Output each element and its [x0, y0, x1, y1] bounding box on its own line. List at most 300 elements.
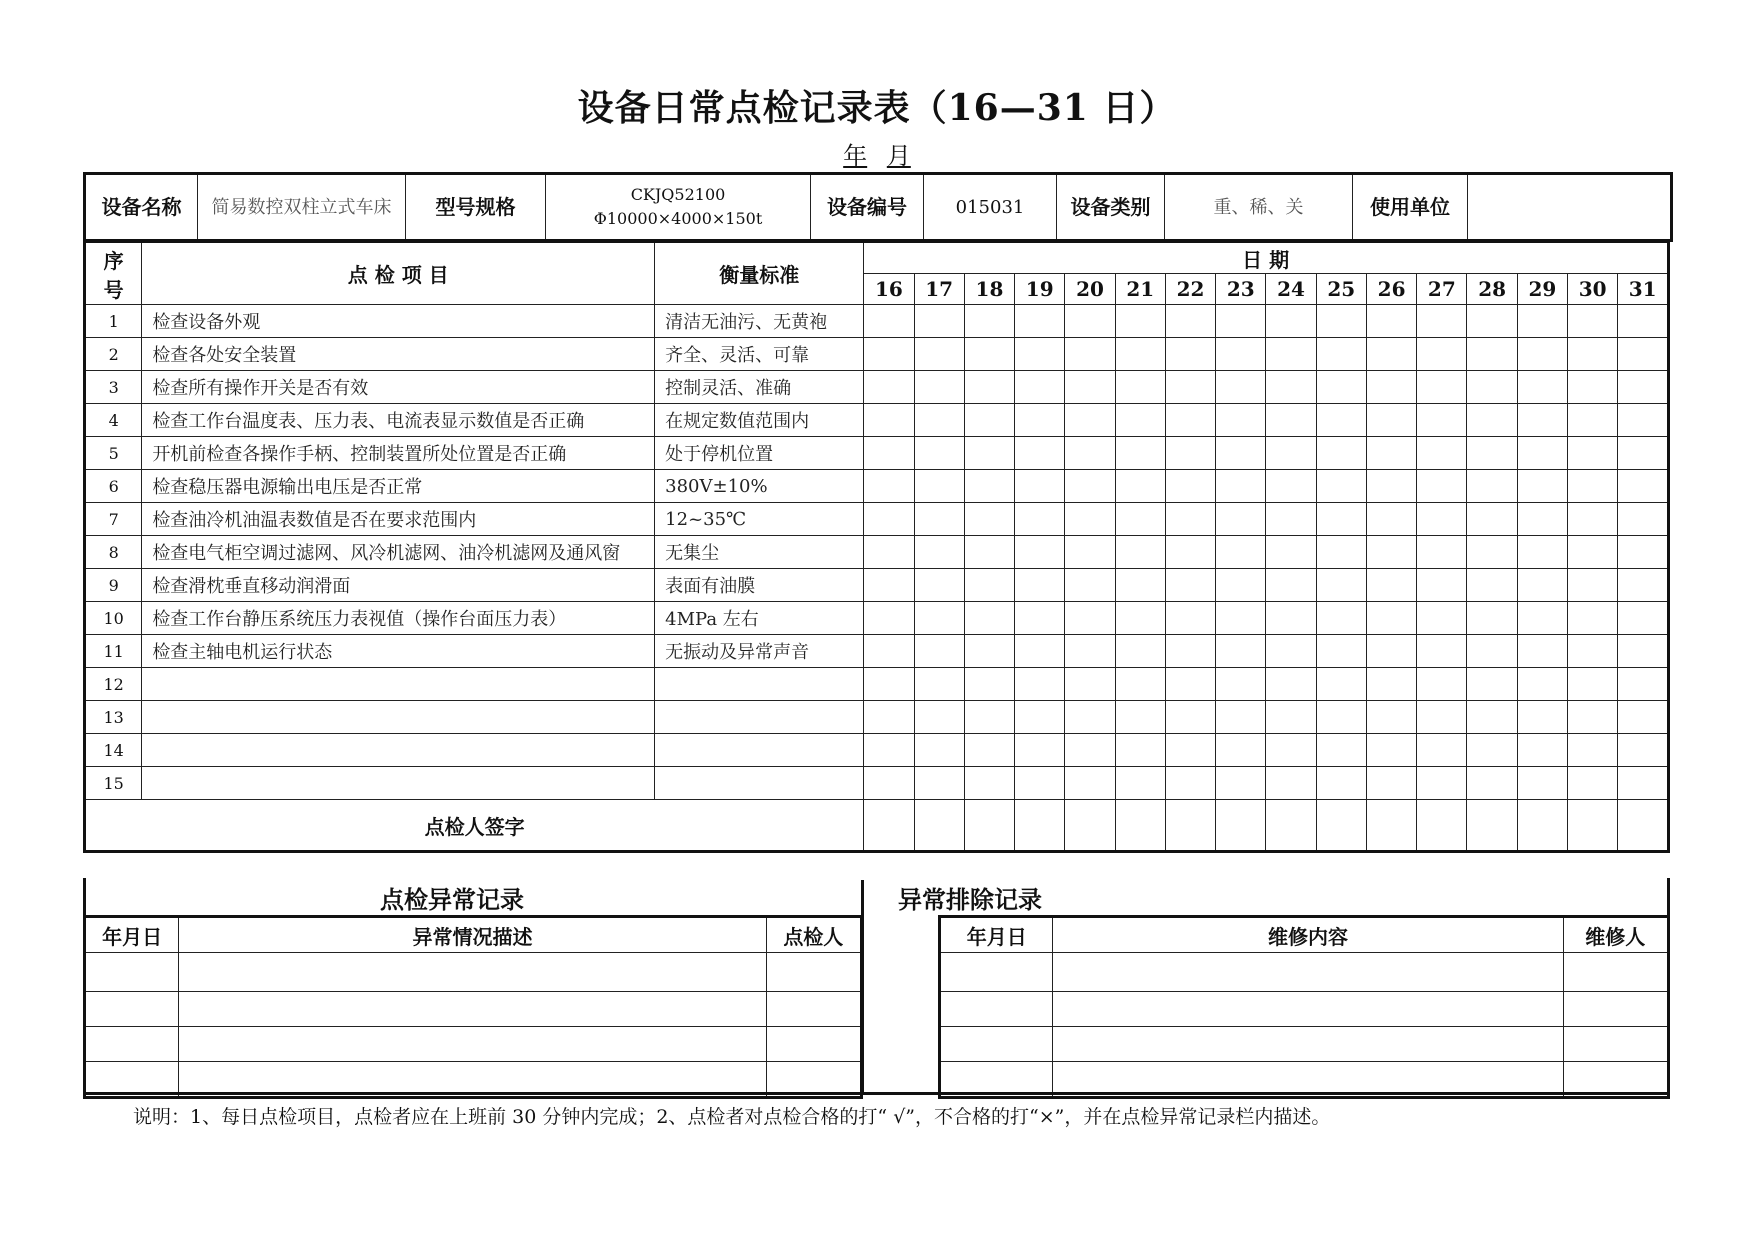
check-cell[interactable]: [1618, 338, 1669, 371]
row-number: 3: [85, 371, 142, 404]
inspection-item: [142, 767, 655, 800]
check-cell[interactable]: [1417, 536, 1467, 569]
check-cell[interactable]: [1316, 503, 1366, 536]
check-cell[interactable]: [964, 338, 1014, 371]
check-cell[interactable]: [1065, 470, 1115, 503]
check-cell[interactable]: [1216, 305, 1266, 338]
abnormal-desc-cell[interactable]: [179, 953, 766, 992]
check-cell[interactable]: [1517, 470, 1567, 503]
check-cell[interactable]: [1266, 503, 1316, 536]
repair-date-cell[interactable]: [940, 992, 1053, 1027]
check-cell[interactable]: [1266, 635, 1316, 668]
table-row: [85, 338, 1669, 371]
check-cell[interactable]: [1065, 371, 1115, 404]
check-cell[interactable]: [1618, 734, 1669, 767]
check-cell[interactable]: [1417, 635, 1467, 668]
check-cell[interactable]: [964, 437, 1014, 470]
check-cell[interactable]: [1467, 437, 1517, 470]
check-cell[interactable]: [1568, 536, 1618, 569]
check-cell[interactable]: [1065, 503, 1115, 536]
repair-date-cell[interactable]: [940, 1027, 1053, 1062]
check-cell[interactable]: [1065, 338, 1115, 371]
check-cell[interactable]: [1216, 503, 1266, 536]
check-cell[interactable]: [1216, 734, 1266, 767]
abnormal-record-title: 点检异常记录: [380, 885, 524, 914]
check-cell[interactable]: [1417, 668, 1467, 701]
check-cell[interactable]: [1266, 437, 1316, 470]
check-cell[interactable]: [864, 305, 914, 338]
inspection-standard: [655, 767, 864, 800]
check-cell[interactable]: [914, 701, 964, 734]
check-cell[interactable]: [1216, 701, 1266, 734]
check-cell[interactable]: [1568, 338, 1618, 371]
check-cell[interactable]: [1417, 404, 1467, 437]
check-cell[interactable]: [964, 470, 1014, 503]
signature-cell[interactable]: [1266, 800, 1316, 852]
check-cell[interactable]: [964, 536, 1014, 569]
check-cell[interactable]: [1015, 668, 1065, 701]
signature-cell[interactable]: [1618, 800, 1669, 852]
check-cell[interactable]: [1065, 701, 1115, 734]
check-cell[interactable]: [1366, 602, 1416, 635]
check-cell[interactable]: [1366, 569, 1416, 602]
check-cell[interactable]: [914, 602, 964, 635]
check-cell[interactable]: [1216, 404, 1266, 437]
check-cell[interactable]: [1417, 503, 1467, 536]
check-cell[interactable]: [1316, 767, 1366, 800]
signature-cell[interactable]: [1417, 800, 1467, 852]
check-cell[interactable]: [864, 767, 914, 800]
day-header: 22: [1165, 274, 1215, 305]
check-cell[interactable]: [1316, 734, 1366, 767]
check-cell[interactable]: [1216, 536, 1266, 569]
check-cell[interactable]: [1618, 470, 1669, 503]
check-cell[interactable]: [1517, 536, 1567, 569]
check-cell[interactable]: [1165, 470, 1215, 503]
check-cell[interactable]: [1366, 734, 1416, 767]
check-cell[interactable]: [1618, 767, 1669, 800]
check-cell[interactable]: [1517, 668, 1567, 701]
check-cell[interactable]: [1115, 404, 1165, 437]
check-cell[interactable]: [1216, 371, 1266, 404]
check-cell[interactable]: [1618, 404, 1669, 437]
check-cell[interactable]: [914, 668, 964, 701]
check-cell[interactable]: [964, 371, 1014, 404]
check-cell[interactable]: [1216, 338, 1266, 371]
abnormal-person-cell[interactable]: [766, 1027, 861, 1062]
check-cell[interactable]: [1618, 569, 1669, 602]
check-cell[interactable]: [1417, 371, 1467, 404]
signature-cell[interactable]: [1065, 800, 1115, 852]
signature-label: 点检人签字: [85, 800, 864, 852]
check-cell[interactable]: [1015, 305, 1065, 338]
abnormal-person-cell[interactable]: [766, 953, 861, 992]
check-cell[interactable]: [1015, 338, 1065, 371]
check-cell[interactable]: [1216, 635, 1266, 668]
check-cell[interactable]: [1216, 767, 1266, 800]
check-cell[interactable]: [1316, 668, 1366, 701]
repair-person-header: 维修人: [1563, 917, 1668, 953]
signature-cell[interactable]: [964, 800, 1014, 852]
abnormal-date-cell[interactable]: [85, 992, 179, 1027]
check-cell[interactable]: [1618, 371, 1669, 404]
model-value-line-2: Φ10000×4000×150t: [593, 209, 763, 228]
check-cell[interactable]: [1266, 668, 1316, 701]
check-cell[interactable]: [1618, 701, 1669, 734]
check-cell[interactable]: [1115, 437, 1165, 470]
check-cell[interactable]: [1015, 767, 1065, 800]
check-cell[interactable]: [1517, 437, 1567, 470]
signature-cell[interactable]: [1015, 800, 1065, 852]
check-cell[interactable]: [1065, 668, 1115, 701]
row-number: 1: [85, 305, 142, 338]
check-cell[interactable]: [1417, 701, 1467, 734]
check-cell[interactable]: [864, 437, 914, 470]
check-cell[interactable]: [1366, 503, 1416, 536]
check-cell[interactable]: [1467, 668, 1517, 701]
check-cell[interactable]: [1065, 536, 1115, 569]
repair-date-cell[interactable]: [940, 953, 1053, 992]
signature-cell[interactable]: [1517, 800, 1567, 852]
signature-cell[interactable]: [1165, 800, 1215, 852]
signature-cell[interactable]: [864, 800, 914, 852]
check-cell[interactable]: [1366, 305, 1416, 338]
check-cell[interactable]: [914, 371, 964, 404]
check-cell[interactable]: [964, 635, 1014, 668]
check-cell[interactable]: [1517, 404, 1567, 437]
check-cell[interactable]: [1316, 437, 1366, 470]
repair-record-title: 异常排除记录: [898, 885, 1042, 914]
check-cell[interactable]: [1266, 701, 1316, 734]
check-cell[interactable]: [1216, 569, 1266, 602]
inspection-item: 检查滑枕垂直移动润滑面: [142, 569, 655, 602]
check-cell[interactable]: [1165, 668, 1215, 701]
check-cell[interactable]: [914, 569, 964, 602]
check-cell[interactable]: [1467, 305, 1517, 338]
check-cell[interactable]: [1115, 701, 1165, 734]
check-cell[interactable]: [1618, 536, 1669, 569]
check-cell[interactable]: [1517, 338, 1567, 371]
check-cell[interactable]: [1115, 371, 1165, 404]
check-cell[interactable]: [1618, 305, 1669, 338]
check-cell[interactable]: [1467, 602, 1517, 635]
check-cell[interactable]: [1115, 767, 1165, 800]
check-cell[interactable]: [1568, 767, 1618, 800]
check-cell[interactable]: [864, 338, 914, 371]
signature-cell[interactable]: [1467, 800, 1517, 852]
check-cell[interactable]: [864, 503, 914, 536]
check-cell[interactable]: [1316, 338, 1366, 371]
check-cell[interactable]: [1417, 767, 1467, 800]
check-cell[interactable]: [1417, 569, 1467, 602]
check-cell[interactable]: [1467, 338, 1517, 371]
check-cell[interactable]: [1015, 404, 1065, 437]
table-row: [85, 767, 1669, 800]
check-cell[interactable]: [1618, 437, 1669, 470]
check-cell[interactable]: [964, 602, 1014, 635]
check-cell[interactable]: [1467, 404, 1517, 437]
check-cell[interactable]: [1366, 767, 1416, 800]
abnormal-date-cell[interactable]: [85, 953, 179, 992]
check-cell[interactable]: [1316, 602, 1366, 635]
check-cell[interactable]: [1065, 305, 1115, 338]
check-cell[interactable]: [1316, 470, 1366, 503]
check-cell[interactable]: [1266, 338, 1316, 371]
check-cell[interactable]: [1568, 371, 1618, 404]
check-cell[interactable]: [914, 536, 964, 569]
check-cell[interactable]: [1417, 602, 1467, 635]
check-cell[interactable]: [964, 503, 1014, 536]
check-cell[interactable]: [1065, 569, 1115, 602]
check-cell[interactable]: [1065, 734, 1115, 767]
check-cell[interactable]: [1015, 503, 1065, 536]
repair-content-cell[interactable]: [1053, 992, 1563, 1027]
check-cell[interactable]: [964, 404, 1014, 437]
row-number: 8: [85, 536, 142, 569]
check-cell[interactable]: [1015, 470, 1065, 503]
check-cell[interactable]: [864, 371, 914, 404]
repair-content-cell[interactable]: [1053, 1027, 1563, 1062]
check-cell[interactable]: [1115, 569, 1165, 602]
check-cell[interactable]: [1316, 404, 1366, 437]
check-cell[interactable]: [1165, 635, 1215, 668]
row-number: 4: [85, 404, 142, 437]
check-cell[interactable]: [1216, 437, 1266, 470]
repair-person-cell[interactable]: [1563, 953, 1668, 992]
check-cell[interactable]: [1115, 305, 1165, 338]
check-cell[interactable]: [1266, 734, 1316, 767]
check-cell[interactable]: [1065, 767, 1115, 800]
check-cell[interactable]: [1568, 602, 1618, 635]
check-cell[interactable]: [864, 602, 914, 635]
check-cell[interactable]: [1517, 305, 1567, 338]
check-cell[interactable]: [1568, 470, 1618, 503]
check-cell[interactable]: [1065, 404, 1115, 437]
check-cell[interactable]: [1015, 437, 1065, 470]
check-cell[interactable]: [1417, 338, 1467, 371]
check-cell[interactable]: [1568, 437, 1618, 470]
row-number: 12: [85, 668, 142, 701]
check-cell[interactable]: [1165, 536, 1215, 569]
check-cell[interactable]: [914, 734, 964, 767]
check-cell[interactable]: [1467, 767, 1517, 800]
check-cell[interactable]: [1115, 668, 1165, 701]
signature-cell[interactable]: [1115, 800, 1165, 852]
check-cell[interactable]: [1115, 635, 1165, 668]
check-cell[interactable]: [1467, 569, 1517, 602]
equipment-name-value[interactable]: 简易数控双柱立式车床: [198, 174, 406, 241]
check-cell[interactable]: [1115, 536, 1165, 569]
check-cell[interactable]: [1165, 734, 1215, 767]
check-cell[interactable]: [1568, 635, 1618, 668]
check-cell[interactable]: [1366, 470, 1416, 503]
check-cell[interactable]: [1266, 404, 1316, 437]
model-value[interactable]: [546, 174, 811, 241]
signature-cell[interactable]: [1366, 800, 1416, 852]
check-cell[interactable]: [1618, 503, 1669, 536]
check-cell[interactable]: [1015, 371, 1065, 404]
check-cell[interactable]: [1467, 503, 1517, 536]
check-cell[interactable]: [1065, 437, 1115, 470]
check-cell[interactable]: [1517, 503, 1567, 536]
repair-date-header: 年月日: [940, 917, 1053, 953]
check-cell[interactable]: [864, 404, 914, 437]
check-cell[interactable]: [1015, 635, 1065, 668]
check-cell[interactable]: [1165, 305, 1215, 338]
check-cell[interactable]: [1165, 701, 1215, 734]
equipment-category-value[interactable]: 重、稀、关: [1165, 174, 1353, 241]
check-cell[interactable]: [1366, 635, 1416, 668]
check-cell[interactable]: [1618, 668, 1669, 701]
check-cell[interactable]: [1568, 305, 1618, 338]
check-cell[interactable]: [914, 338, 964, 371]
repair-person-cell[interactable]: [1563, 992, 1668, 1027]
check-cell[interactable]: [1517, 569, 1567, 602]
check-cell[interactable]: [1216, 602, 1266, 635]
check-cell[interactable]: [1467, 701, 1517, 734]
check-cell[interactable]: [864, 635, 914, 668]
repair-content-cell[interactable]: [1053, 953, 1563, 992]
check-cell[interactable]: [1366, 437, 1416, 470]
check-cell[interactable]: [964, 569, 1014, 602]
check-cell[interactable]: [1165, 602, 1215, 635]
check-cell[interactable]: [1417, 470, 1467, 503]
user-unit-value[interactable]: [1468, 174, 1672, 241]
repair-person-cell[interactable]: [1563, 1027, 1668, 1062]
check-cell[interactable]: [1115, 602, 1165, 635]
check-cell[interactable]: [1015, 701, 1065, 734]
check-cell[interactable]: [1216, 470, 1266, 503]
check-cell[interactable]: [1366, 668, 1416, 701]
check-cell[interactable]: [1115, 338, 1165, 371]
check-cell[interactable]: [1417, 734, 1467, 767]
check-cell[interactable]: [1165, 767, 1215, 800]
check-cell[interactable]: [1467, 470, 1517, 503]
row-number: 7: [85, 503, 142, 536]
check-cell[interactable]: [1165, 569, 1215, 602]
check-cell[interactable]: [1266, 569, 1316, 602]
check-cell[interactable]: [1366, 404, 1416, 437]
check-cell[interactable]: [964, 701, 1014, 734]
check-cell[interactable]: [1266, 470, 1316, 503]
check-cell[interactable]: [1165, 437, 1215, 470]
check-cell[interactable]: [964, 767, 1014, 800]
check-cell[interactable]: [1115, 470, 1165, 503]
check-cell[interactable]: [964, 305, 1014, 338]
check-cell[interactable]: [914, 437, 964, 470]
abnormal-desc-cell[interactable]: [179, 1027, 766, 1062]
check-cell[interactable]: [1568, 701, 1618, 734]
check-cell[interactable]: [1015, 602, 1065, 635]
check-cell[interactable]: [1517, 602, 1567, 635]
check-cell[interactable]: [1266, 602, 1316, 635]
check-cell[interactable]: [1266, 305, 1316, 338]
check-cell[interactable]: [1165, 338, 1215, 371]
check-cell[interactable]: [1316, 305, 1366, 338]
check-cell[interactable]: [914, 404, 964, 437]
equipment-code-value[interactable]: 015031: [924, 174, 1057, 241]
row-number: 5: [85, 437, 142, 470]
table-row: [85, 701, 1669, 734]
check-cell[interactable]: [964, 668, 1014, 701]
check-cell[interactable]: [1165, 371, 1215, 404]
check-cell[interactable]: [1467, 635, 1517, 668]
check-cell[interactable]: [914, 767, 964, 800]
check-cell[interactable]: [1467, 734, 1517, 767]
check-cell[interactable]: [864, 668, 914, 701]
check-cell[interactable]: [1015, 734, 1065, 767]
check-cell[interactable]: [1417, 437, 1467, 470]
check-cell[interactable]: [1467, 371, 1517, 404]
check-cell[interactable]: [1015, 536, 1065, 569]
check-cell[interactable]: [1266, 536, 1316, 569]
check-cell[interactable]: [864, 536, 914, 569]
check-cell[interactable]: [1115, 503, 1165, 536]
signature-cell[interactable]: [1316, 800, 1366, 852]
signature-cell[interactable]: [1568, 800, 1618, 852]
check-cell[interactable]: [1165, 404, 1215, 437]
check-cell[interactable]: [964, 734, 1014, 767]
check-cell[interactable]: [1065, 635, 1115, 668]
check-cell[interactable]: [1316, 701, 1366, 734]
check-cell[interactable]: [1316, 536, 1366, 569]
check-cell[interactable]: [1316, 371, 1366, 404]
check-cell[interactable]: [1316, 635, 1366, 668]
check-cell[interactable]: [1316, 569, 1366, 602]
check-cell[interactable]: [1618, 602, 1669, 635]
abnormal-person-cell[interactable]: [766, 992, 861, 1027]
check-cell[interactable]: [1417, 305, 1467, 338]
check-cell[interactable]: [1366, 536, 1416, 569]
check-cell[interactable]: [1568, 734, 1618, 767]
day-header: 30: [1568, 274, 1618, 305]
check-cell[interactable]: [864, 734, 914, 767]
check-cell[interactable]: [1366, 338, 1416, 371]
check-cell[interactable]: [1366, 371, 1416, 404]
signature-cell[interactable]: [1216, 800, 1266, 852]
check-cell[interactable]: [1266, 371, 1316, 404]
check-cell[interactable]: [1568, 404, 1618, 437]
check-cell[interactable]: [1568, 569, 1618, 602]
check-cell[interactable]: [1568, 668, 1618, 701]
check-cell[interactable]: [914, 503, 964, 536]
check-cell[interactable]: [1517, 701, 1567, 734]
check-cell[interactable]: [1517, 734, 1567, 767]
check-cell[interactable]: [1065, 602, 1115, 635]
check-cell[interactable]: [1115, 734, 1165, 767]
check-cell[interactable]: [914, 470, 964, 503]
abnormal-date-cell[interactable]: [85, 1027, 179, 1062]
abnormal-desc-cell[interactable]: [179, 992, 766, 1027]
check-cell[interactable]: [1618, 635, 1669, 668]
check-cell[interactable]: [1517, 371, 1567, 404]
check-cell[interactable]: [1165, 503, 1215, 536]
check-cell[interactable]: [1517, 767, 1567, 800]
check-cell[interactable]: [1266, 767, 1316, 800]
check-cell[interactable]: [864, 701, 914, 734]
check-cell[interactable]: [1517, 635, 1567, 668]
check-cell[interactable]: [914, 305, 964, 338]
check-cell[interactable]: [864, 470, 914, 503]
check-cell[interactable]: [914, 635, 964, 668]
signature-cell[interactable]: [914, 800, 964, 852]
check-cell[interactable]: [1366, 701, 1416, 734]
check-cell[interactable]: [1467, 536, 1517, 569]
check-cell[interactable]: [1568, 503, 1618, 536]
check-cell[interactable]: [864, 569, 914, 602]
check-cell[interactable]: [1015, 569, 1065, 602]
check-cell[interactable]: [1216, 668, 1266, 701]
